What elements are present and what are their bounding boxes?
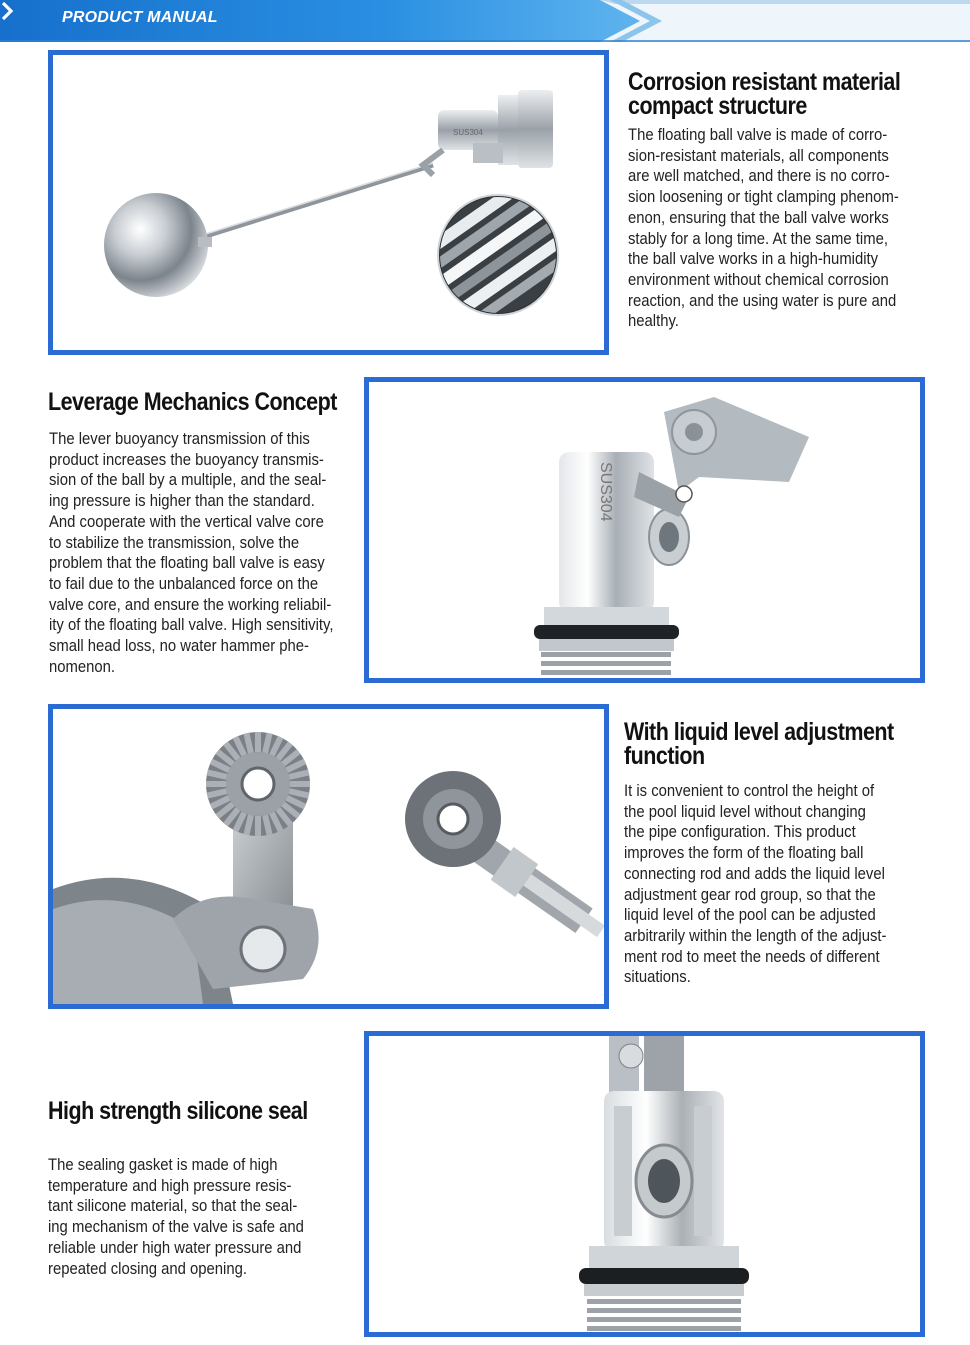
body-line: reaction, and the using water is pure and: [628, 291, 897, 310]
section-heading-corrosion: [628, 70, 900, 118]
body-line: It is convenient to control the height of: [624, 782, 875, 800]
valve-stamp: SUS304: [597, 462, 614, 522]
heading-line: Corrosion resistant material: [628, 68, 901, 96]
floating-ball-valve-image: [53, 55, 604, 350]
product-image-frame-4: [364, 1031, 925, 1337]
section-body-corrosion: [628, 125, 899, 332]
product-image-frame-1: [48, 50, 609, 355]
body-line: ing mechanism of the valve is safe and: [48, 1218, 304, 1237]
body-line: environment without chemical corrosion: [628, 270, 889, 289]
valve-lever-image: [369, 382, 920, 678]
body-line: situations.: [624, 968, 691, 987]
heading-line: compact structure: [628, 92, 807, 120]
header-banner: [0, 0, 970, 42]
heading-line: With liquid level adjustment: [624, 718, 894, 746]
body-line: liquid level of the pool can be adjusted: [624, 906, 876, 925]
chevron-right-icon: [0, 0, 14, 22]
heading-line: High strength silicone seal: [48, 1097, 308, 1125]
body-line: are well matched, and there is no corro-: [628, 167, 890, 186]
body-line: connecting rod and adds the liquid level: [624, 864, 885, 883]
section-body-silicone-seal: [48, 1155, 304, 1279]
body-line: improves the form of the floating ball: [624, 844, 864, 863]
body-line: adjustment gear rod group, so that the: [624, 885, 876, 904]
section-body-leverage: [49, 429, 333, 677]
body-line: the ball valve works in a high-humidity: [628, 250, 879, 269]
body-line: ment rod to meet the needs of different: [624, 947, 880, 966]
body-line: sion of the ball by a multiple, and the seal-: [49, 471, 327, 490]
heading-line: Leverage Mechanics Concept: [48, 388, 337, 416]
heading-line: function: [624, 742, 705, 770]
body-line: the pool liquid level without changing: [624, 802, 866, 821]
body-line: reliable under high water pressure and: [48, 1238, 302, 1257]
body-line: small head loss, no water hammer phe-: [49, 637, 310, 656]
product-image-frame-2: [364, 377, 925, 683]
body-line: sion loosening or tight clamping phenom-: [628, 188, 899, 207]
body-line: The lever buoyancy transmission of this: [49, 430, 310, 448]
section-heading-liquid-level: [624, 720, 894, 768]
section-heading-leverage: [48, 390, 337, 414]
body-line: stably for a long time. At the same time,: [628, 229, 889, 248]
product-image-frame-3: [48, 704, 609, 1009]
silicone-seal-image: [369, 1036, 920, 1332]
page-title: PRODUCT MANUAL: [62, 9, 218, 26]
valve-stamp-small: SUS304: [453, 128, 483, 137]
body-line: tant silicone material, so that the seal-: [48, 1197, 298, 1216]
body-line: The sealing gasket is made of high: [48, 1156, 278, 1174]
body-line: healthy.: [628, 312, 679, 331]
adjustment-gear-image: [53, 709, 604, 1004]
body-line: The floating ball valve is made of corro-: [628, 126, 888, 144]
body-line: repeated closing and opening.: [48, 1259, 247, 1278]
body-line: And cooperate with the vertical valve core: [49, 512, 324, 531]
body-line: sion-resistant materials, all components: [628, 146, 889, 165]
section-body-liquid-level: [624, 781, 886, 988]
body-line: problem that the floating ball valve is easy: [49, 554, 325, 573]
body-line: temperature and high pressure resis-: [48, 1176, 292, 1195]
body-line: ing pressure is higher than the standard.: [49, 492, 315, 511]
body-line: ity of the floating ball valve. High sensitivity,: [49, 616, 334, 635]
section-heading-silicone-seal: [48, 1099, 308, 1123]
body-line: product increases the buoyancy transmis-: [49, 450, 324, 469]
body-line: the pipe configuration. This product: [624, 823, 856, 842]
body-line: to stabilize the transmission, solve the: [49, 533, 300, 552]
body-line: arbitrarily within the length of the adjust-: [624, 926, 887, 945]
body-line: valve core, and ensure the working reliabil-: [49, 595, 332, 614]
body-line: nomenon.: [49, 657, 116, 676]
body-line: enon, ensuring that the ball valve works: [628, 208, 889, 227]
body-line: to fail due to the unbalanced force on the: [49, 574, 319, 593]
